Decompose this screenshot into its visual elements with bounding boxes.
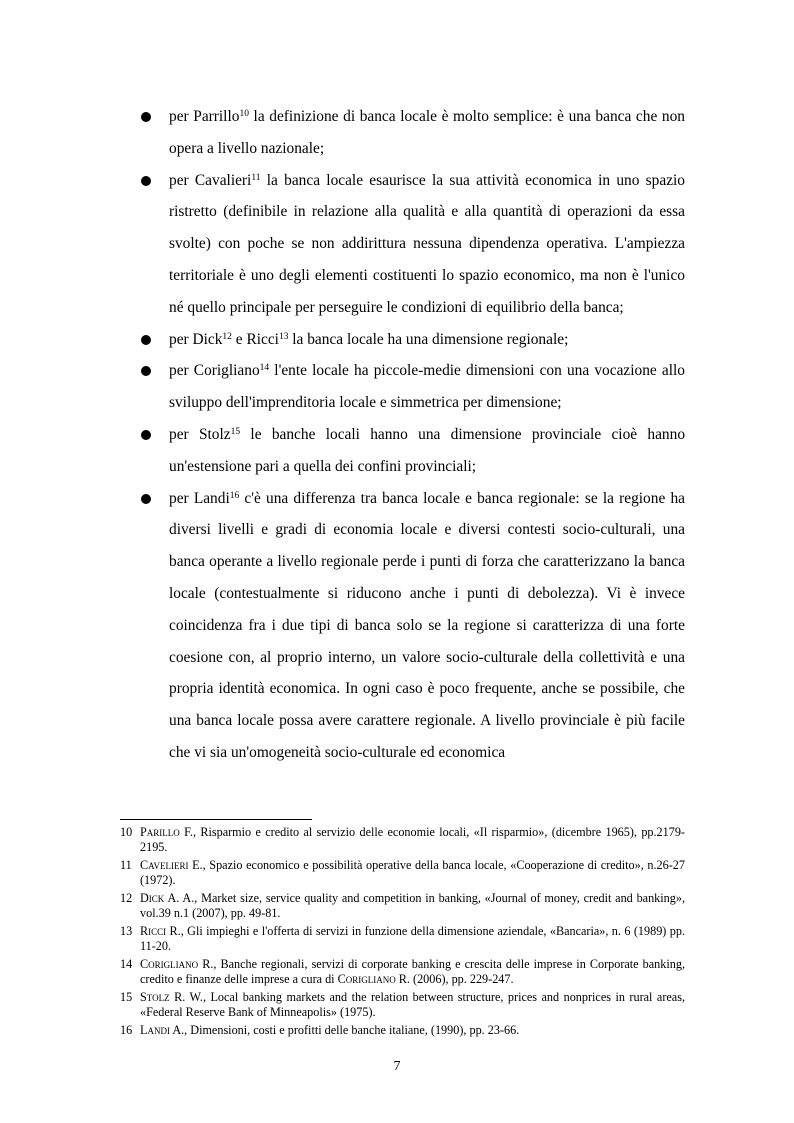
- bullet-icon: [141, 335, 151, 345]
- bullet-icon: [141, 430, 151, 440]
- bullet-icon: [141, 176, 151, 186]
- bullet-corigliano: [140, 355, 685, 419]
- footnote-11: [120, 858, 685, 888]
- bullet-stolz: [140, 419, 685, 483]
- footnote-10: [120, 825, 685, 855]
- footnote-ref: 10: [239, 108, 249, 119]
- footnote-ref: 14: [259, 363, 270, 374]
- bullet-text-lead: per Parrillo: [169, 108, 240, 125]
- footnote-text: R. W., Local banking markets and the relation between structure, prices and nonprices in rural areas, «Federal Reserve Bank of Minneapolis» (1975).: [140, 990, 685, 1019]
- bullet-cavalieri: [140, 165, 685, 324]
- footnote-author: Dick: [140, 891, 165, 905]
- bullet-text-lead: per Landi: [169, 489, 230, 507]
- page-number: 7: [393, 1059, 401, 1074]
- bullet-icon: [141, 112, 151, 122]
- bullet-text-body: c'è una differenza tra banca locale e banca regionale: se la regione ha diversi livelli e gradi di economia locale e diversi contesti socio-culturali, una banca operante a livello regionale perde i punti di forza che caratterizzano la banca locale (contestualmente si riducono anche i punti di debolezza). Vi è invece coincidenza fra i due tipi di banca solo se la regione si caratterizza di una forte coesione con, al proprio interno, un valore socio-culturale della collettività e una propria identità economica. In ogni caso è poco frequente, anche se possibile, che una banca locale possa avere carattere regionale. A livello provinciale è più facile che vi sia un'omogeneità socio-culturale ed economica: [169, 489, 685, 761]
- footnote-author: Corigliano: [337, 972, 396, 986]
- footnote-ref: 13: [278, 331, 289, 342]
- bullet-text-lead: per Dick: [169, 330, 223, 348]
- footnote-author: Stolz: [140, 990, 170, 1004]
- footnote-number: 10: [120, 825, 133, 839]
- footnote-15: [120, 990, 685, 1020]
- footnote-text: A. A., Market size, service quality and competition in banking, «Journal of money, credit and banking», vol.39 n.1 (2007), pp. 49-81.: [140, 891, 685, 920]
- footnote-number: 13: [120, 924, 133, 938]
- bullet-text-mid: e Ricci: [231, 330, 279, 348]
- footnote-text: F., Risparmio e credito al servizio delle economie locali, «Il risparmio», (dicembre 1965), pp.2179-2195.: [140, 825, 685, 854]
- footnote-ref: 12: [222, 331, 232, 342]
- bullet-text-lead: per Stolz: [169, 425, 231, 443]
- bullet-icon: [141, 494, 151, 504]
- bullet-text-body: la banca locale esaurisce la sua attività economica in uno spazio ristretto (definibile in relazione alla qualità e alla quantità di operazioni da essa svolte) con poche se non addirittura nessuna dipendenza operativa. L'ampiezza territoriale è uno degli elementi costituenti lo spazio economico, ma non è l'unico né quello principale per perseguire le condizioni di equilibrio della banca;: [169, 171, 685, 316]
- bullet-text-body: l'ente locale ha piccole-medie dimensioni con una vocazione allo sviluppo dell'imprenditoria locale e simmetrica per dimensione;: [169, 362, 685, 412]
- bullet-text-lead: per Corigliano: [169, 362, 260, 380]
- footnote-author: Ricci: [140, 924, 167, 938]
- footnote-ref: 15: [230, 426, 241, 437]
- footnote-text: R., Gli impieghi e l'offerta di servizi in funzione della dimensione aziendale, «Bancaria», n. 6 (1989) pp. 11-20.: [140, 924, 685, 953]
- bullet-text-body: la definizione di banca locale è molto semplice: è una banca che non opera a livello nazionale;: [169, 108, 685, 157]
- bullet-text-body: la banca locale ha una dimensione regionale;: [288, 330, 569, 348]
- footnote-text: R. (2006), pp. 229-247.: [395, 972, 514, 986]
- bullet-dick-ricci: [140, 324, 685, 356]
- footnote-text: A., Dimensioni, costi e profitti delle banche italiane, (1990), pp. 23-66.: [169, 1023, 520, 1037]
- footnote-13: [120, 924, 685, 954]
- footnote-number: 14: [120, 957, 133, 971]
- footnote-number: 15: [120, 990, 133, 1004]
- bullet-text-lead: per Cavalieri: [169, 171, 252, 189]
- footnote-number: 16: [120, 1023, 133, 1037]
- footnote-14: [120, 957, 685, 987]
- footnote-separator: [120, 819, 312, 820]
- footnote-16: [120, 1023, 685, 1038]
- footnote-number: 12: [120, 891, 133, 905]
- footnote-author: Landi: [140, 1023, 170, 1037]
- footnotes: [120, 825, 685, 1041]
- footnote-author: Cavelieri: [140, 858, 189, 872]
- footnote-text: E., Spazio economico e possibilità operative della banca locale, «Cooperazione di credito», n.26-27 (1972).: [140, 858, 685, 887]
- bullet-icon: [141, 366, 151, 376]
- footnote-12: [120, 891, 685, 921]
- footnote-text: R., Banche regionali, servizi di corporate banking e crescita delle imprese in Corporate banking, credito e finanze delle imprese a cura di: [140, 957, 685, 986]
- footnote-author: Parillo: [140, 825, 180, 839]
- footnote-author: Corigliano: [140, 957, 199, 971]
- bullet-parrillo: [140, 101, 685, 165]
- footnote-ref: 16: [229, 490, 240, 501]
- footnote-ref: 11: [251, 172, 261, 183]
- bullet-text-body: le banche locali hanno una dimensione provinciale cioè hanno un'estensione pari a quella dei confini provinciali;: [169, 425, 686, 475]
- definitions-list: [140, 101, 685, 769]
- footnote-number: 11: [120, 858, 132, 872]
- bullet-landi: [140, 483, 685, 769]
